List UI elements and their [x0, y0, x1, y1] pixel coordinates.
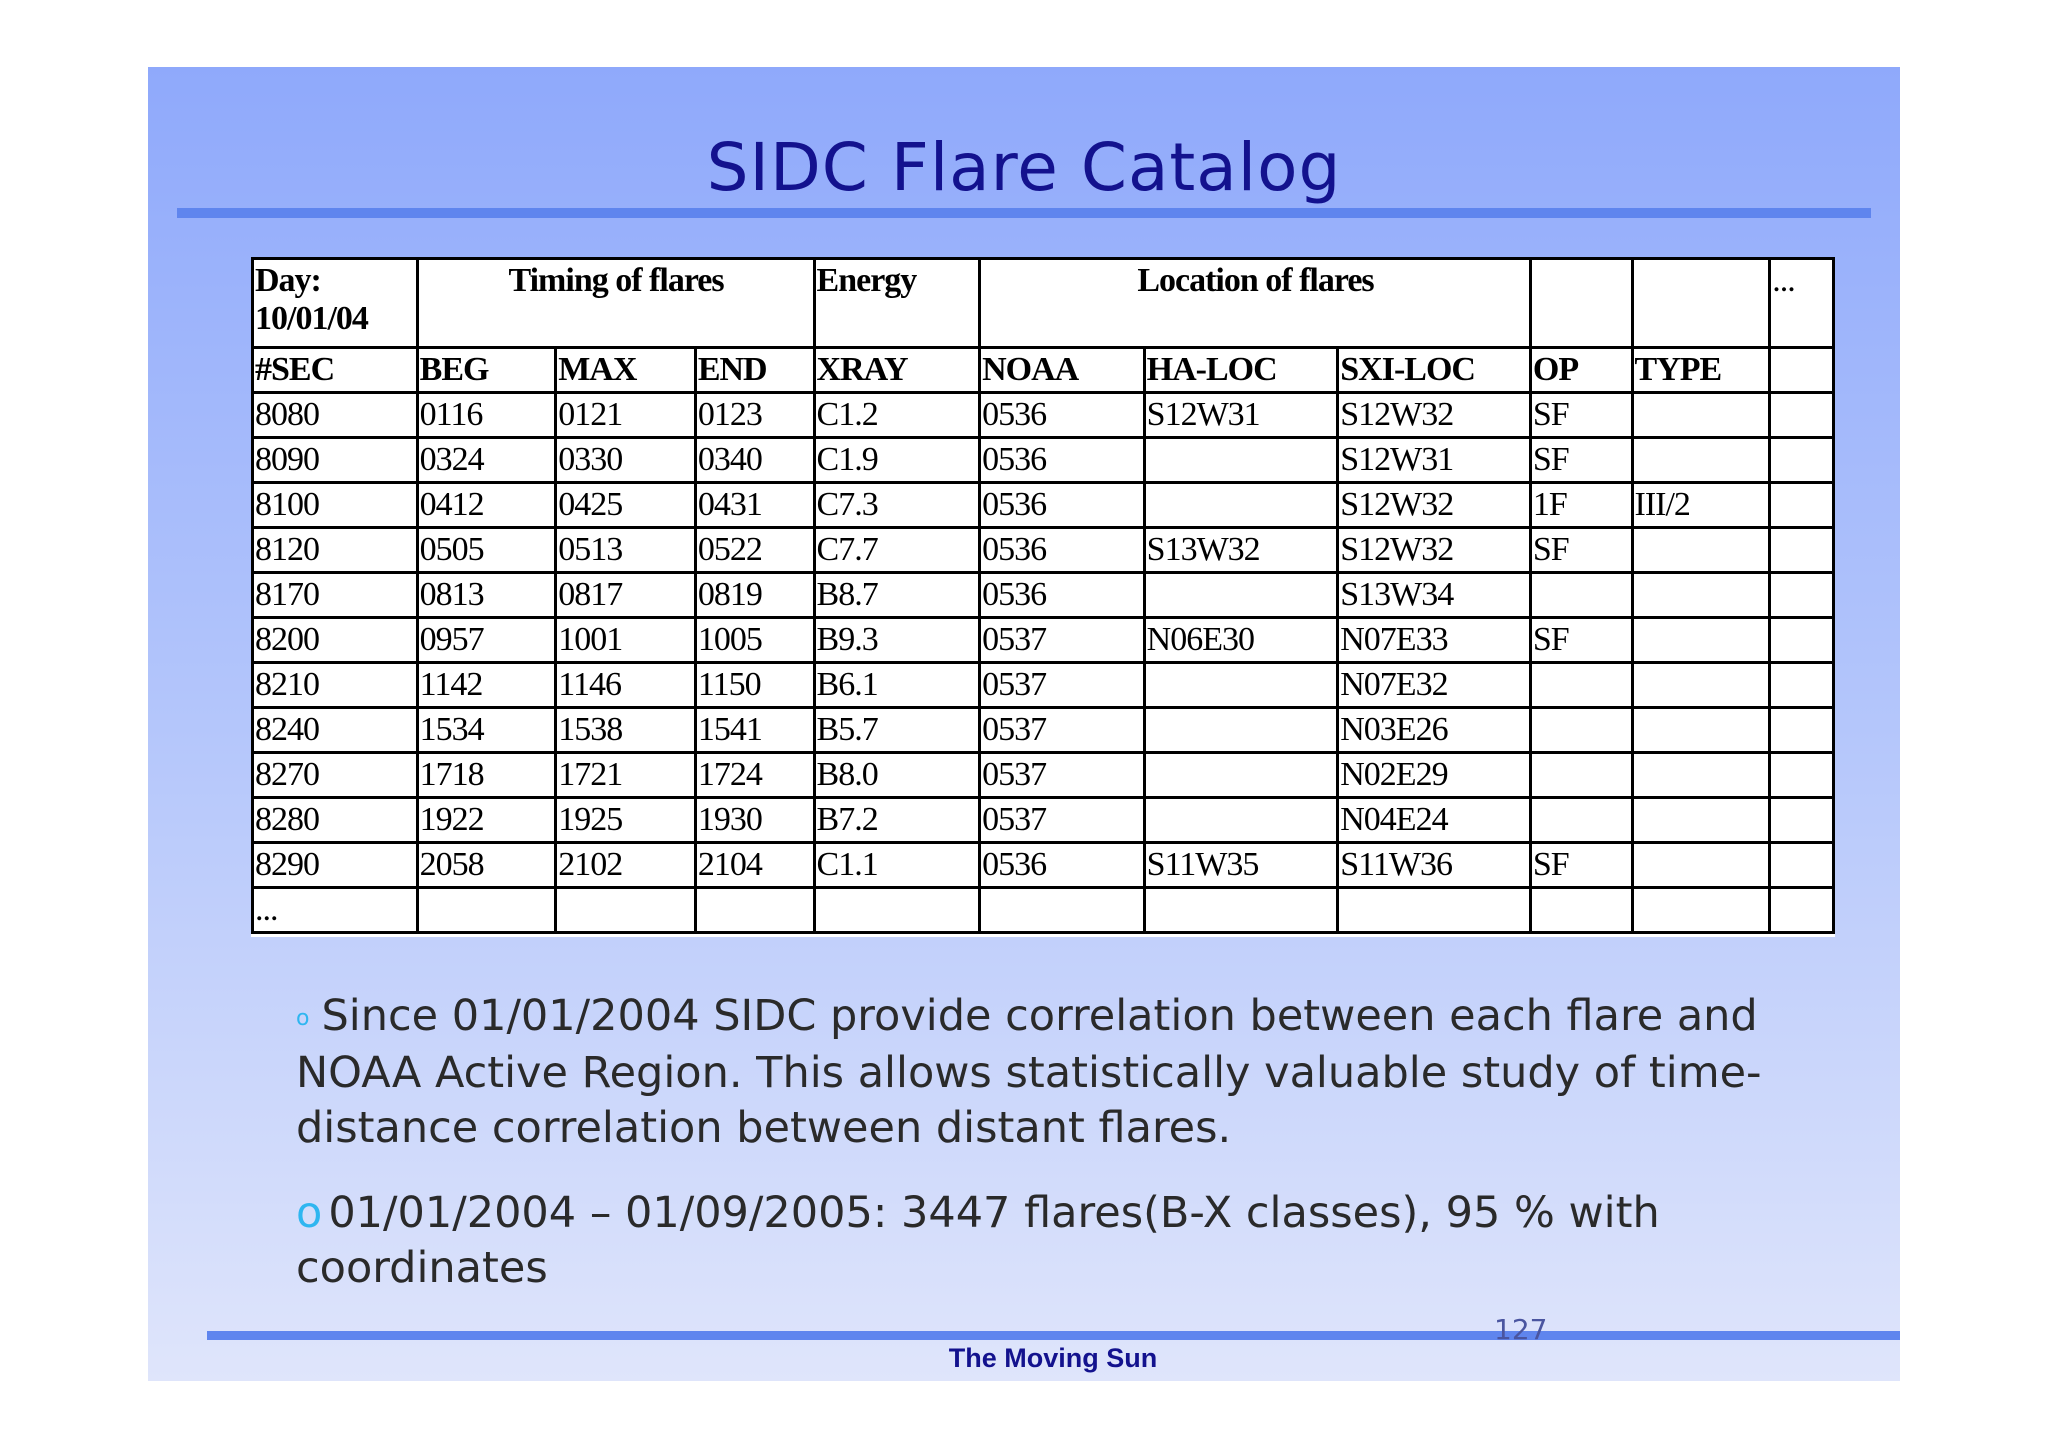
table-cell: 1930 — [695, 798, 814, 843]
footer-divider — [207, 1331, 1900, 1340]
table-cell: 0536 — [980, 573, 1145, 618]
table-cell: N06E30 — [1144, 618, 1338, 663]
table-cell: 1001 — [556, 618, 696, 663]
table-cell — [1632, 708, 1770, 753]
table-row — [253, 708, 1834, 753]
table-cell: ... — [253, 888, 418, 933]
table-cell: 1F — [1530, 483, 1632, 528]
table-cell: SF — [1530, 438, 1632, 483]
table-cell: N04E24 — [1338, 798, 1531, 843]
table-cell: 1724 — [695, 753, 814, 798]
table-cell — [1144, 438, 1338, 483]
table-cell: SF — [1530, 843, 1632, 888]
table-cell — [1632, 663, 1770, 708]
table-cell: 0340 — [695, 438, 814, 483]
table-cell: 0431 — [695, 483, 814, 528]
table-cell — [417, 888, 556, 933]
table-column-header-row — [253, 348, 1834, 393]
table-cell — [1770, 708, 1834, 753]
table-cell: 8200 — [253, 618, 418, 663]
table-cell: 0817 — [556, 573, 696, 618]
table-cell: N07E32 — [1338, 663, 1531, 708]
table-cell: 1146 — [556, 663, 696, 708]
table-cell — [1144, 888, 1338, 933]
table-cell: S13W32 — [1144, 528, 1338, 573]
table-cell — [1770, 573, 1834, 618]
table-row — [253, 753, 1834, 798]
bullet-item — [296, 989, 1796, 1156]
table-cell: 1541 — [695, 708, 814, 753]
table-cell — [1144, 483, 1338, 528]
table-cell: 0536 — [980, 438, 1145, 483]
table-row — [253, 843, 1834, 888]
table-row — [253, 573, 1834, 618]
table-cell — [1530, 888, 1632, 933]
table-cell: 8290 — [253, 843, 418, 888]
table-cell — [1530, 573, 1632, 618]
table-cell: 2104 — [695, 843, 814, 888]
table-cell: SF — [1530, 618, 1632, 663]
table-cell — [814, 888, 980, 933]
table-cell — [1632, 753, 1770, 798]
table-cell — [1770, 753, 1834, 798]
table-cell: 0819 — [695, 573, 814, 618]
slide-title: SIDC Flare Catalog — [706, 129, 1342, 206]
table-cell: C7.7 — [814, 528, 980, 573]
table-cell: 0123 — [695, 393, 814, 438]
table-cell: 0513 — [556, 528, 696, 573]
table-cell: 1150 — [695, 663, 814, 708]
table-cell: 8270 — [253, 753, 418, 798]
table-cell: 0324 — [417, 438, 556, 483]
table-cell: 8100 — [253, 483, 418, 528]
day-label: Day: — [255, 262, 321, 299]
table-cell: 0116 — [417, 393, 556, 438]
table-cell: 0536 — [980, 393, 1145, 438]
bullet-list — [296, 989, 1796, 1326]
table-cell — [1632, 888, 1770, 933]
table-cell: 0537 — [980, 708, 1145, 753]
table-cell — [1770, 528, 1834, 573]
table-cell — [1632, 843, 1770, 888]
table-cell: 8210 — [253, 663, 418, 708]
table-cell — [980, 888, 1145, 933]
table-cell: 2058 — [417, 843, 556, 888]
table-cell — [1770, 438, 1834, 483]
energy-header-cell: Energy — [814, 259, 980, 348]
slide — [148, 67, 1900, 1381]
table-cell — [1338, 888, 1531, 933]
table-cell: C1.9 — [814, 438, 980, 483]
table-cell: S12W32 — [1338, 393, 1531, 438]
table-cell — [1530, 753, 1632, 798]
column-header: OP — [1530, 348, 1632, 393]
empty-header-cell — [1530, 259, 1632, 348]
table-cell — [1632, 393, 1770, 438]
table-cell: 1538 — [556, 708, 696, 753]
table-cell: B6.1 — [814, 663, 980, 708]
table-row — [253, 888, 1834, 933]
table-cell: N03E26 — [1338, 708, 1531, 753]
table-cell: 0522 — [695, 528, 814, 573]
table-cell: 0330 — [556, 438, 696, 483]
table-cell: 0957 — [417, 618, 556, 663]
table-cell: S12W31 — [1338, 438, 1531, 483]
day-value: 10/01/04 — [255, 300, 368, 337]
table-cell — [695, 888, 814, 933]
flare-catalog-table — [251, 257, 1835, 934]
title-divider — [177, 208, 1871, 218]
column-header: MAX — [556, 348, 696, 393]
table-row — [253, 798, 1834, 843]
table-cell: S12W32 — [1338, 528, 1531, 573]
column-header: BEG — [417, 348, 556, 393]
table-cell: 0536 — [980, 843, 1145, 888]
table-cell: 0536 — [980, 528, 1145, 573]
bullet-item — [296, 1186, 1796, 1296]
table-cell — [1770, 618, 1834, 663]
table-cell — [1770, 798, 1834, 843]
table-cell — [1530, 708, 1632, 753]
column-header: NOAA — [980, 348, 1145, 393]
table-cell: 0813 — [417, 573, 556, 618]
table-cell — [1770, 483, 1834, 528]
empty-header-cell — [1632, 259, 1770, 348]
bullet-text: 01/01/2004 – 01/09/2005: 3447 flares(B-X classes), 95 % with coordinates — [296, 1188, 1660, 1293]
table-cell: 8170 — [253, 573, 418, 618]
flare-table-container — [251, 257, 1835, 937]
table-cell — [1632, 618, 1770, 663]
table-cell: 0537 — [980, 663, 1145, 708]
table-cell: 8120 — [253, 528, 418, 573]
table-cell: 1925 — [556, 798, 696, 843]
table-row — [253, 393, 1834, 438]
table-cell: SF — [1530, 528, 1632, 573]
table-cell: B8.0 — [814, 753, 980, 798]
footer-title: The Moving Sun — [948, 1343, 1158, 1373]
table-cell — [1144, 798, 1338, 843]
table-cell: N02E29 — [1338, 753, 1531, 798]
day-header-cell — [253, 259, 418, 348]
column-header: END — [695, 348, 814, 393]
bullet-marker: o — [296, 1006, 310, 1031]
table-cell: B7.2 — [814, 798, 980, 843]
table-row — [253, 483, 1834, 528]
table-cell: S13W34 — [1338, 573, 1531, 618]
table-cell: 8280 — [253, 798, 418, 843]
page-number: 127 — [1494, 1313, 1548, 1346]
table-cell — [1144, 753, 1338, 798]
table-cell: 8090 — [253, 438, 418, 483]
table-cell: 1534 — [417, 708, 556, 753]
table-cell: C1.2 — [814, 393, 980, 438]
table-cell — [1530, 798, 1632, 843]
table-cell — [1632, 573, 1770, 618]
column-header: TYPE — [1632, 348, 1770, 393]
table-cell: C7.3 — [814, 483, 980, 528]
table-cell: 1922 — [417, 798, 556, 843]
table-cell: 2102 — [556, 843, 696, 888]
bullet-text: Since 01/01/2004 SIDC provide correlation between each flare and NOAA Active Region. This allows statistically valuable study of time-distance correlation between distant flares. — [296, 991, 1762, 1153]
table-cell: B9.3 — [814, 618, 980, 663]
table-cell — [1144, 573, 1338, 618]
column-header: HA-LOC — [1144, 348, 1338, 393]
table-cell — [1632, 798, 1770, 843]
table-cell: S11W36 — [1338, 843, 1531, 888]
table-cell: B8.7 — [814, 573, 980, 618]
table-cell: 0537 — [980, 618, 1145, 663]
table-cell — [1770, 888, 1834, 933]
table-cell — [556, 888, 696, 933]
table-cell — [1144, 663, 1338, 708]
table-cell: 1718 — [417, 753, 556, 798]
table-cell: 0537 — [980, 798, 1145, 843]
column-header: SXI-LOC — [1338, 348, 1531, 393]
table-header-group-row — [253, 259, 1834, 348]
table-cell — [1144, 708, 1338, 753]
table-cell: 8080 — [253, 393, 418, 438]
location-header-cell: Location of flares — [980, 259, 1531, 348]
table-cell: B5.7 — [814, 708, 980, 753]
table-cell: C1.1 — [814, 843, 980, 888]
table-cell — [1770, 393, 1834, 438]
table-cell — [1770, 663, 1834, 708]
table-cell — [1632, 528, 1770, 573]
more-header-cell: ... — [1770, 259, 1834, 348]
table-cell — [1632, 438, 1770, 483]
table-cell: S11W35 — [1144, 843, 1338, 888]
table-cell: 0536 — [980, 483, 1145, 528]
table-cell — [1530, 663, 1632, 708]
column-header: XRAY — [814, 348, 980, 393]
table-cell: SF — [1530, 393, 1632, 438]
table-cell: S12W31 — [1144, 393, 1338, 438]
table-cell: 1005 — [695, 618, 814, 663]
table-cell: 0425 — [556, 483, 696, 528]
column-header — [1770, 348, 1834, 393]
timing-header-cell: Timing of flares — [417, 259, 814, 348]
column-header: #SEC — [253, 348, 418, 393]
table-cell: 0505 — [417, 528, 556, 573]
table-cell: 0121 — [556, 393, 696, 438]
table-row — [253, 618, 1834, 663]
bullet-marker: o — [296, 1188, 323, 1238]
table-row — [253, 438, 1834, 483]
table-cell: III/2 — [1632, 483, 1770, 528]
table-row — [253, 528, 1834, 573]
table-cell: 0537 — [980, 753, 1145, 798]
table-cell: N07E33 — [1338, 618, 1531, 663]
table-row — [253, 663, 1834, 708]
table-cell: 8240 — [253, 708, 418, 753]
table-cell: 1142 — [417, 663, 556, 708]
table-cell: S12W32 — [1338, 483, 1531, 528]
table-cell: 0412 — [417, 483, 556, 528]
table-cell: 1721 — [556, 753, 696, 798]
table-cell — [1770, 843, 1834, 888]
